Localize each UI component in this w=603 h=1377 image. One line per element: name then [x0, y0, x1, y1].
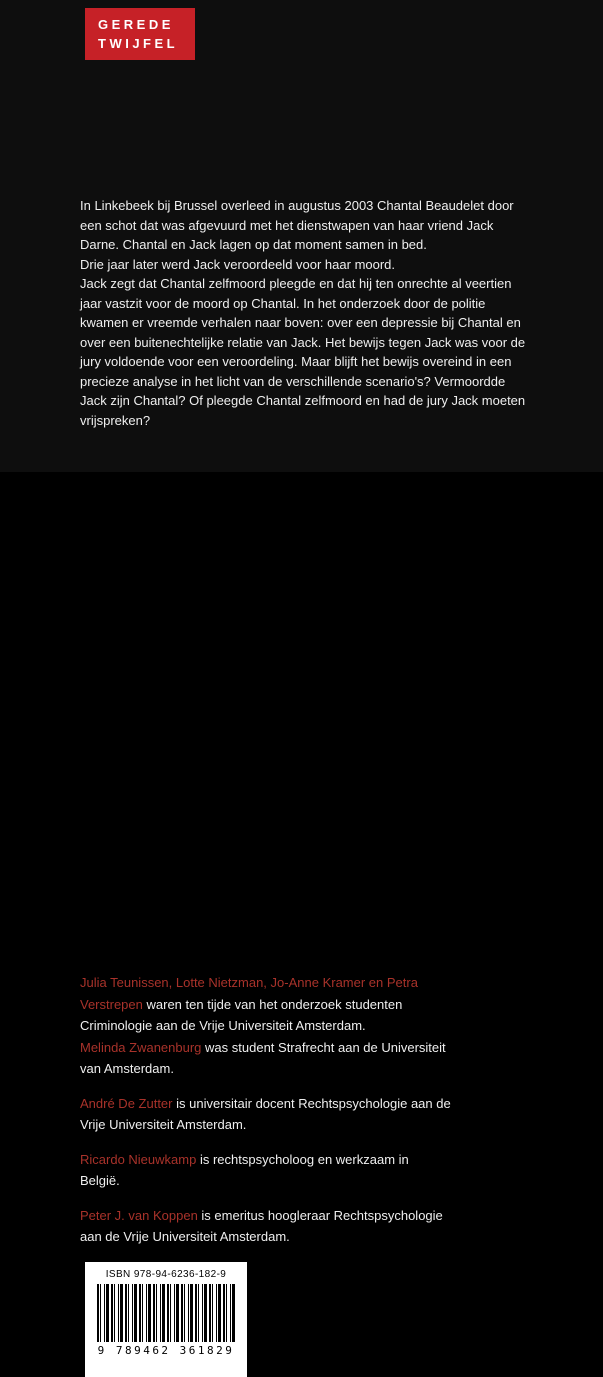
barcode-bars-icon — [97, 1284, 235, 1342]
author-bios — [80, 972, 452, 1248]
barcode-digits: 9 789462 361829 — [97, 1344, 235, 1357]
logo-line-1: GEREDE — [98, 17, 174, 32]
author-names: André De Zutter — [80, 1095, 177, 1111]
logo-line-2: TWIJFEL — [98, 36, 179, 51]
author-description: waren ten tijde van het onderzoek studenten Criminologie aan de Vrije Universiteit Amsterdam. — [80, 996, 403, 1033]
synopsis-paragraph-3: Jack zegt dat Chantal zelfmoord pleegde en dat hij ten onrechte al veertien jaar vastzit voor de moord op Chantal. In het onderzoek door de politie kwamen er vreemde verhalen naar boven: over een depressie bij Chantal en over een buitenechtelijke relatie van Jack. Het bewijs tegen Jack was voor de jury voldoende voor een veroordeling. Maar blijft het bewijs overeind in een precieze analyse in het licht van de verschillende scenario's? Vermoordde Jack zijn Chantal? Of pleegde Chantal zelfmoord en had de jury Jack moeten vrijspreken? — [80, 276, 526, 428]
barcode — [85, 1262, 247, 1377]
synopsis-section — [0, 0, 603, 472]
author-description: is emeritus hoogleraar Rechtspsychologie aan de Vrije Universiteit Amsterdam. — [80, 1207, 443, 1244]
author-names: Melinda Zwanenburg — [80, 1039, 206, 1055]
publisher-logo — [85, 8, 195, 60]
author-description: is rechtspsycholoog en werkzaam in België. — [80, 1151, 409, 1188]
author-bio-zwanenburg — [80, 1037, 452, 1080]
authors-section — [0, 472, 603, 1357]
author-bio-nieuwkamp — [80, 1149, 452, 1192]
author-names: Ricardo Nieuwkamp — [80, 1151, 200, 1167]
author-description: was student Strafrecht aan de Universiteit van Amsterdam. — [80, 1039, 446, 1076]
author-names: Julia Teunissen, Lotte Nietzman, Jo-Anne Kramer en Petra Verstrepen — [80, 975, 418, 1012]
author-bio-students — [80, 972, 452, 1037]
synopsis-paragraph-2: Drie jaar later werd Jack veroordeeld voor haar moord. — [80, 256, 396, 272]
isbn-label: ISBN 978-94-6236-182-9 — [105, 1269, 227, 1280]
synopsis-paragraph-1: In Linkebeek bij Brussel overleed in augustus 2003 Chantal Beaudelet door een schot dat was afgevuurd met het dienstwapen van haar vriend Jack Darne. Chantal en Jack lagen op dat moment samen in bed. — [80, 198, 514, 252]
synopsis-text — [80, 196, 532, 430]
author-description: is universitair docent Rechtspsychologie aan de Vrije Universiteit Amsterdam. — [80, 1095, 451, 1132]
author-bio-de-zutter — [80, 1093, 452, 1136]
author-names: Peter J. van Koppen — [80, 1207, 202, 1223]
author-bio-van-koppen — [80, 1205, 452, 1248]
